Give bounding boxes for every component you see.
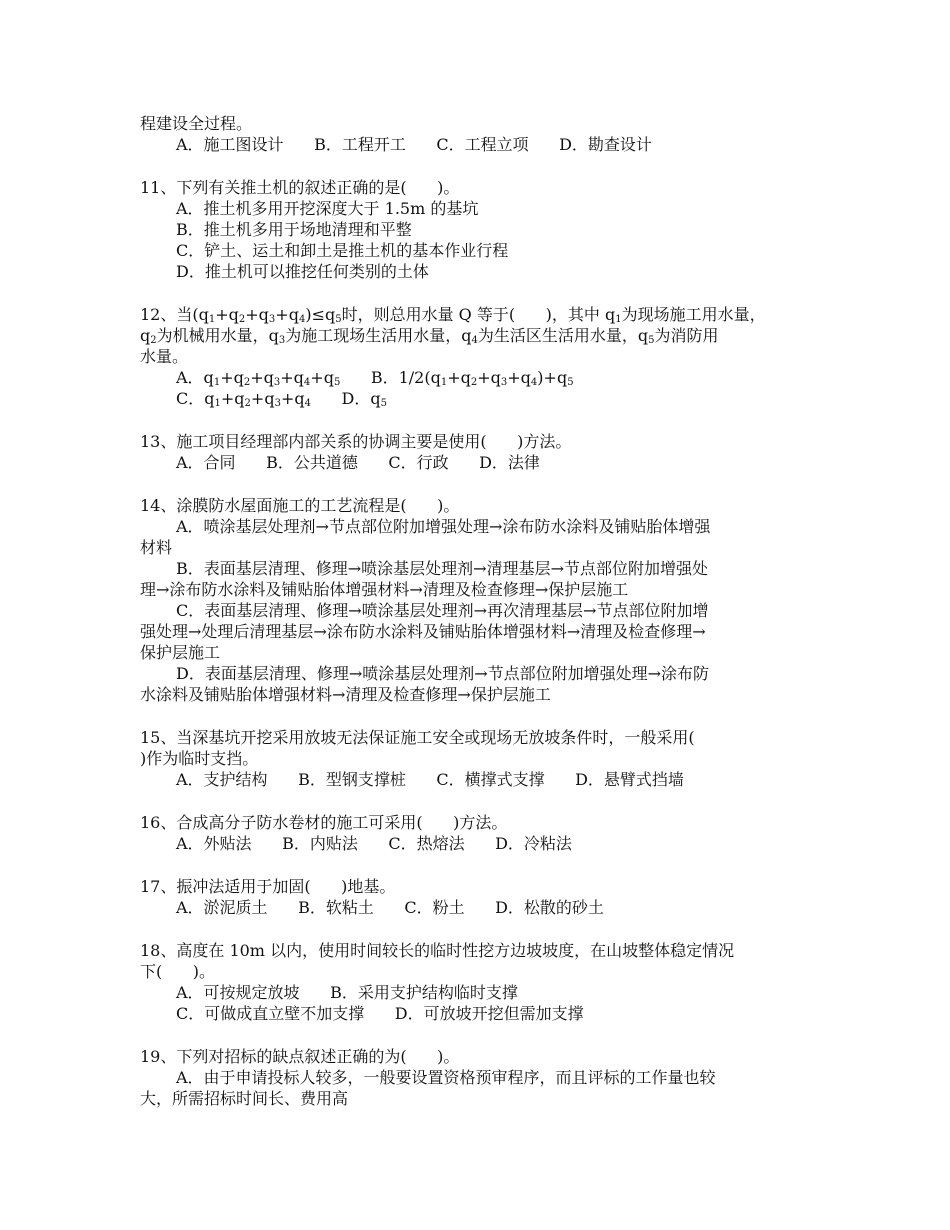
q12-option-d: D．$q_5$ bbox=[341, 389, 387, 409]
q12-stem-line-1: 12、当$(q_1+q_2+q_3+q_4)\le q_5$时，则总用水量 Q 等于( )，其中 $q_1$为现场施工用水量， bbox=[140, 305, 766, 325]
q11-option-b: B．推土机多用于场地清理和平整 bbox=[176, 220, 412, 239]
q11-option-c: C．铲土、运土和卸土是推土机的基本作业行程 bbox=[176, 241, 509, 260]
q12-stem-line-2: $q_2$为机械用水量，$q_3$为施工现场生活用水量，$q_4$为生活区生活用水量，$q_5$为消防用 bbox=[140, 326, 719, 346]
q14-option-b-line-1: B．表面基层清理、修理→喷涂基层处理剂→清理基层→节点部位附加增强处 bbox=[176, 559, 708, 578]
q15-options: A．支护结构 B．型钢支撑桩 C．横撑式支撑 D．悬臂式挡墙 bbox=[176, 770, 684, 789]
q12-option-a: A．$q_1+q_2+q_3+q_4+q_5$ bbox=[176, 368, 341, 388]
q11-option-a: A．推土机多用开挖深度大于 1.5m 的基坑 bbox=[176, 199, 479, 218]
q15-stem-line-1: 15、当深基坑开挖采用放坡无法保证施工安全或现场无放坡条件时，一般采用( bbox=[140, 728, 695, 747]
q14-option-d-line-1: D．表面基层清理、修理→喷涂基层处理剂→节点部位附加增强处理→涂布防 bbox=[176, 664, 710, 683]
q17-stem: 17、振冲法适用于加固( )地基。 bbox=[140, 877, 396, 896]
q10-options: A．施工图设计 B．工程开工 C．工程立项 D．勘查设计 bbox=[176, 135, 652, 154]
q11-stem: 11、下列有关推土机的叙述正确的是( )。 bbox=[140, 178, 460, 197]
q12-options-ab bbox=[140, 367, 820, 388]
q19-stem: 19、下列对招标的缺点叙述正确的为( )。 bbox=[140, 1047, 460, 1066]
q14-option-c-line-2: 强处理→处理后清理基层→涂布防水涂料及铺贴胎体增强材料→清理及检查修理→ bbox=[140, 622, 706, 641]
q13-options: A．合同 B．公共道德 C．行政 D．法律 bbox=[176, 453, 540, 472]
q12-option-b: B．$1/2(q_1+q_2+q_3+q_4)+q_5$ bbox=[370, 368, 574, 388]
q13-stem: 13、施工项目经理部内部关系的协调主要是使用( )方法。 bbox=[140, 432, 572, 451]
q12-options-cd bbox=[140, 388, 820, 409]
q14-option-b-line-2: 理→涂布防水涂料及铺贴胎体增强材料→清理及检查修理→保护层施工 bbox=[140, 580, 629, 599]
q14-option-d-line-2: 水涂料及铺贴胎体增强材料→清理及检查修理→保护层施工 bbox=[140, 685, 551, 704]
q19-option-a-line-1: A．由于申请投标人较多，一般要设置资格预审程序，而且评标的工作量也较 bbox=[176, 1068, 716, 1087]
q18-stem-line-1: 18、高度在 10m 以内，使用时间较长的临时性挖方边坡坡度，在山坡整体稳定情况 bbox=[140, 941, 735, 960]
q14-option-a-line-1: A．喷涂基层处理剂→节点部位附加增强处理→涂布防水涂料及铺贴胎体增强 bbox=[176, 517, 711, 536]
q14-stem: 14、涂膜防水屋面施工的工艺流程是( )。 bbox=[140, 496, 460, 515]
q18-options-ab: A．可按规定放坡 B．采用支护结构临时支撑 bbox=[176, 983, 518, 1002]
q16-stem: 16、合成高分子防水卷材的施工可采用( )方法。 bbox=[140, 813, 508, 832]
q12-option-c: C．$q_1+q_2+q_3+q_4$ bbox=[176, 389, 311, 409]
q18-stem-line-2: 下( )。 bbox=[140, 962, 216, 981]
q11-option-d: D．推土机可以推挖任何类别的土体 bbox=[176, 262, 429, 281]
q10-stem-tail: 程建设全过程。 bbox=[140, 114, 253, 133]
question-list bbox=[140, 113, 820, 1109]
q14-option-c-line-1: C．表面基层清理、修理→喷涂基层处理剂→再次清理基层→节点部位附加增 bbox=[176, 601, 709, 620]
q14-option-c-line-3: 保护层施工 bbox=[140, 643, 221, 662]
q16-options: A．外贴法 B．内贴法 C．热熔法 D．冷粘法 bbox=[176, 834, 572, 853]
q15-stem-line-2: )作为临时支挡。 bbox=[140, 749, 259, 768]
q12-stem-line-3: 水量。 bbox=[140, 347, 189, 366]
q18-options-cd: C．可做成直立壁不加支撑 D．可放坡开挖但需加支撑 bbox=[176, 1004, 584, 1023]
q17-options: A．淤泥质土 B．软粘土 C．粉土 D．松散的砂土 bbox=[176, 898, 604, 917]
q14-option-a-line-2: 材料 bbox=[140, 538, 173, 557]
q19-option-a-line-2: 大，所需招标时间长、费用高 bbox=[140, 1089, 349, 1108]
